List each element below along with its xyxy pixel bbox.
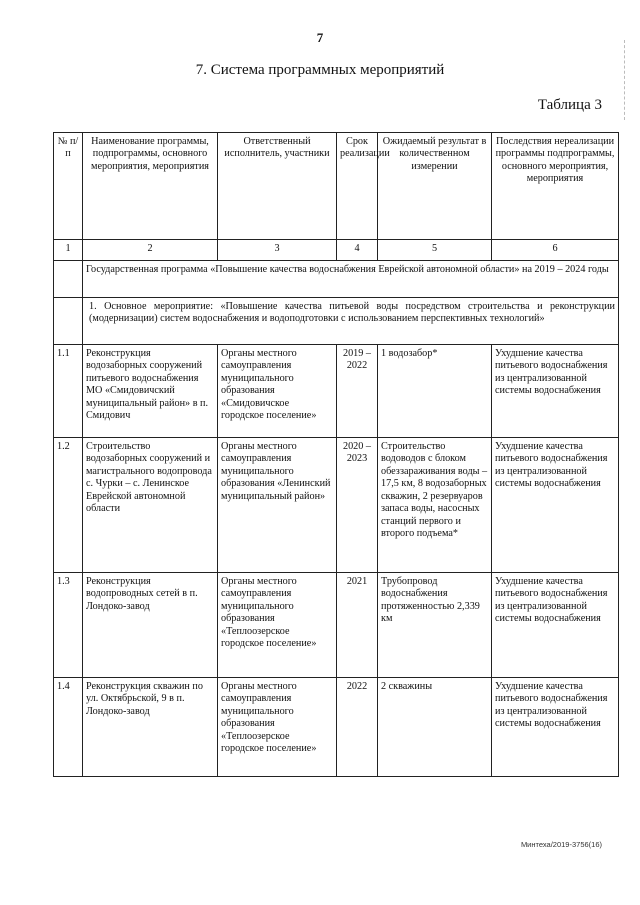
table-row (54, 345, 619, 438)
table-row (54, 678, 619, 777)
row-executor: Органы местного самоуправления муниципального образования «Смидовичское городское поселение» (218, 345, 337, 438)
row-consequences: Ухудшение качества питьевого водоснабжения из централизованной системы водоснабжения (492, 438, 619, 573)
row-num: 1.4 (54, 678, 83, 777)
row-result: Трубопровод водоснабжения протяженностью 2,339 км (378, 573, 492, 678)
row-name: Реконструкция водозаборных сооружений питьевого водоснабжения МО «Смидовичский муниципальный район» в п. Смидович (83, 345, 218, 438)
row-consequences: Ухудшение качества питьевого водоснабжения из централизованной системы водоснабжения (492, 678, 619, 777)
row-term: 2021 (337, 573, 378, 678)
table-row (54, 573, 619, 678)
row-consequences: Ухудшение качества питьевого водоснабжения из централизованной системы водоснабжения (492, 573, 619, 678)
row-term: 2019 – 2022 (337, 345, 378, 438)
main-activity-title: 1. Основное мероприятие: «Повышение качества питьевой воды посредством строительства и реконструкции (модернизации) систем водоснабжения и водоподготовки с использованием перспективных технологий» (83, 298, 619, 345)
row-result: 1 водозабор* (378, 345, 492, 438)
column-number: 6 (492, 240, 619, 261)
column-number: 1 (54, 240, 83, 261)
header-executor: Ответственный исполнитель, участники (218, 133, 337, 240)
program-title: Государственная программа «Повышение качества водоснабжения Еврейской автономной области» на 2019 – 2024 годы (83, 261, 619, 298)
row-num: 1.1 (54, 345, 83, 438)
program-row-num-cell (54, 261, 83, 298)
row-result: Строительство водоводов с блоком обеззараживания воды – 17,5 км, 8 водозаборных скважин, 2 резервуаров запаса воды, насосных станций первого и второго подъема* (378, 438, 492, 573)
row-name: Реконструкция скважин по ул. Октябрьской, 9 в п. Лондоко-завод (83, 678, 218, 777)
row-name: Строительство водозаборных сооружений и магистрального водопровода с. Чурки – с. Ленинское Еврейской автономной области (83, 438, 218, 573)
header-name: Наименование программы, подпрограммы, основного мероприятия, мероприятия (83, 133, 218, 240)
row-executor: Органы местного самоуправления муниципального образования «Теплоозерское городское поселение» (218, 573, 337, 678)
table-label: Таблица 3 (537, 97, 602, 113)
program-activities-table (53, 132, 619, 777)
row-term: 2022 (337, 678, 378, 777)
table-row (54, 438, 619, 573)
scan-margin-mark (624, 40, 626, 120)
header-consequences: Последствия нереализации программы подпрограммы, основного мероприятия, мероприятия (492, 133, 619, 240)
row-consequences: Ухудшение качества питьевого водоснабжения из централизованной системы водоснабжения (492, 345, 619, 438)
header-term: Срок реализации (337, 133, 378, 240)
row-executor: Органы местного самоуправления муниципального образования «Ленинский муниципальный район» (218, 438, 337, 573)
header-result: Ожидаемый результат в количественном измерении (378, 133, 492, 240)
column-number: 2 (83, 240, 218, 261)
column-number-row (54, 240, 619, 261)
header-num: № п/п (54, 133, 83, 240)
table-header-row (54, 133, 619, 240)
main-activity-row (54, 298, 619, 345)
row-name: Реконструкция водопроводных сетей в п. Лондоко-завод (83, 573, 218, 678)
row-num: 1.2 (54, 438, 83, 573)
main-activity-num-cell (54, 298, 83, 345)
section-title: 7. Система программных мероприятий (195, 62, 445, 78)
document-footer-code: Минтеха/2019-3756(16) (520, 840, 602, 849)
row-executor: Органы местного самоуправления муниципального образования «Теплоозерское городское поселение» (218, 678, 337, 777)
column-number: 3 (218, 240, 337, 261)
row-num: 1.3 (54, 573, 83, 678)
program-row (54, 261, 619, 298)
column-number: 4 (337, 240, 378, 261)
row-term: 2020 – 2023 (337, 438, 378, 573)
page-number: 7 (316, 30, 324, 45)
row-result: 2 скважины (378, 678, 492, 777)
column-number: 5 (378, 240, 492, 261)
